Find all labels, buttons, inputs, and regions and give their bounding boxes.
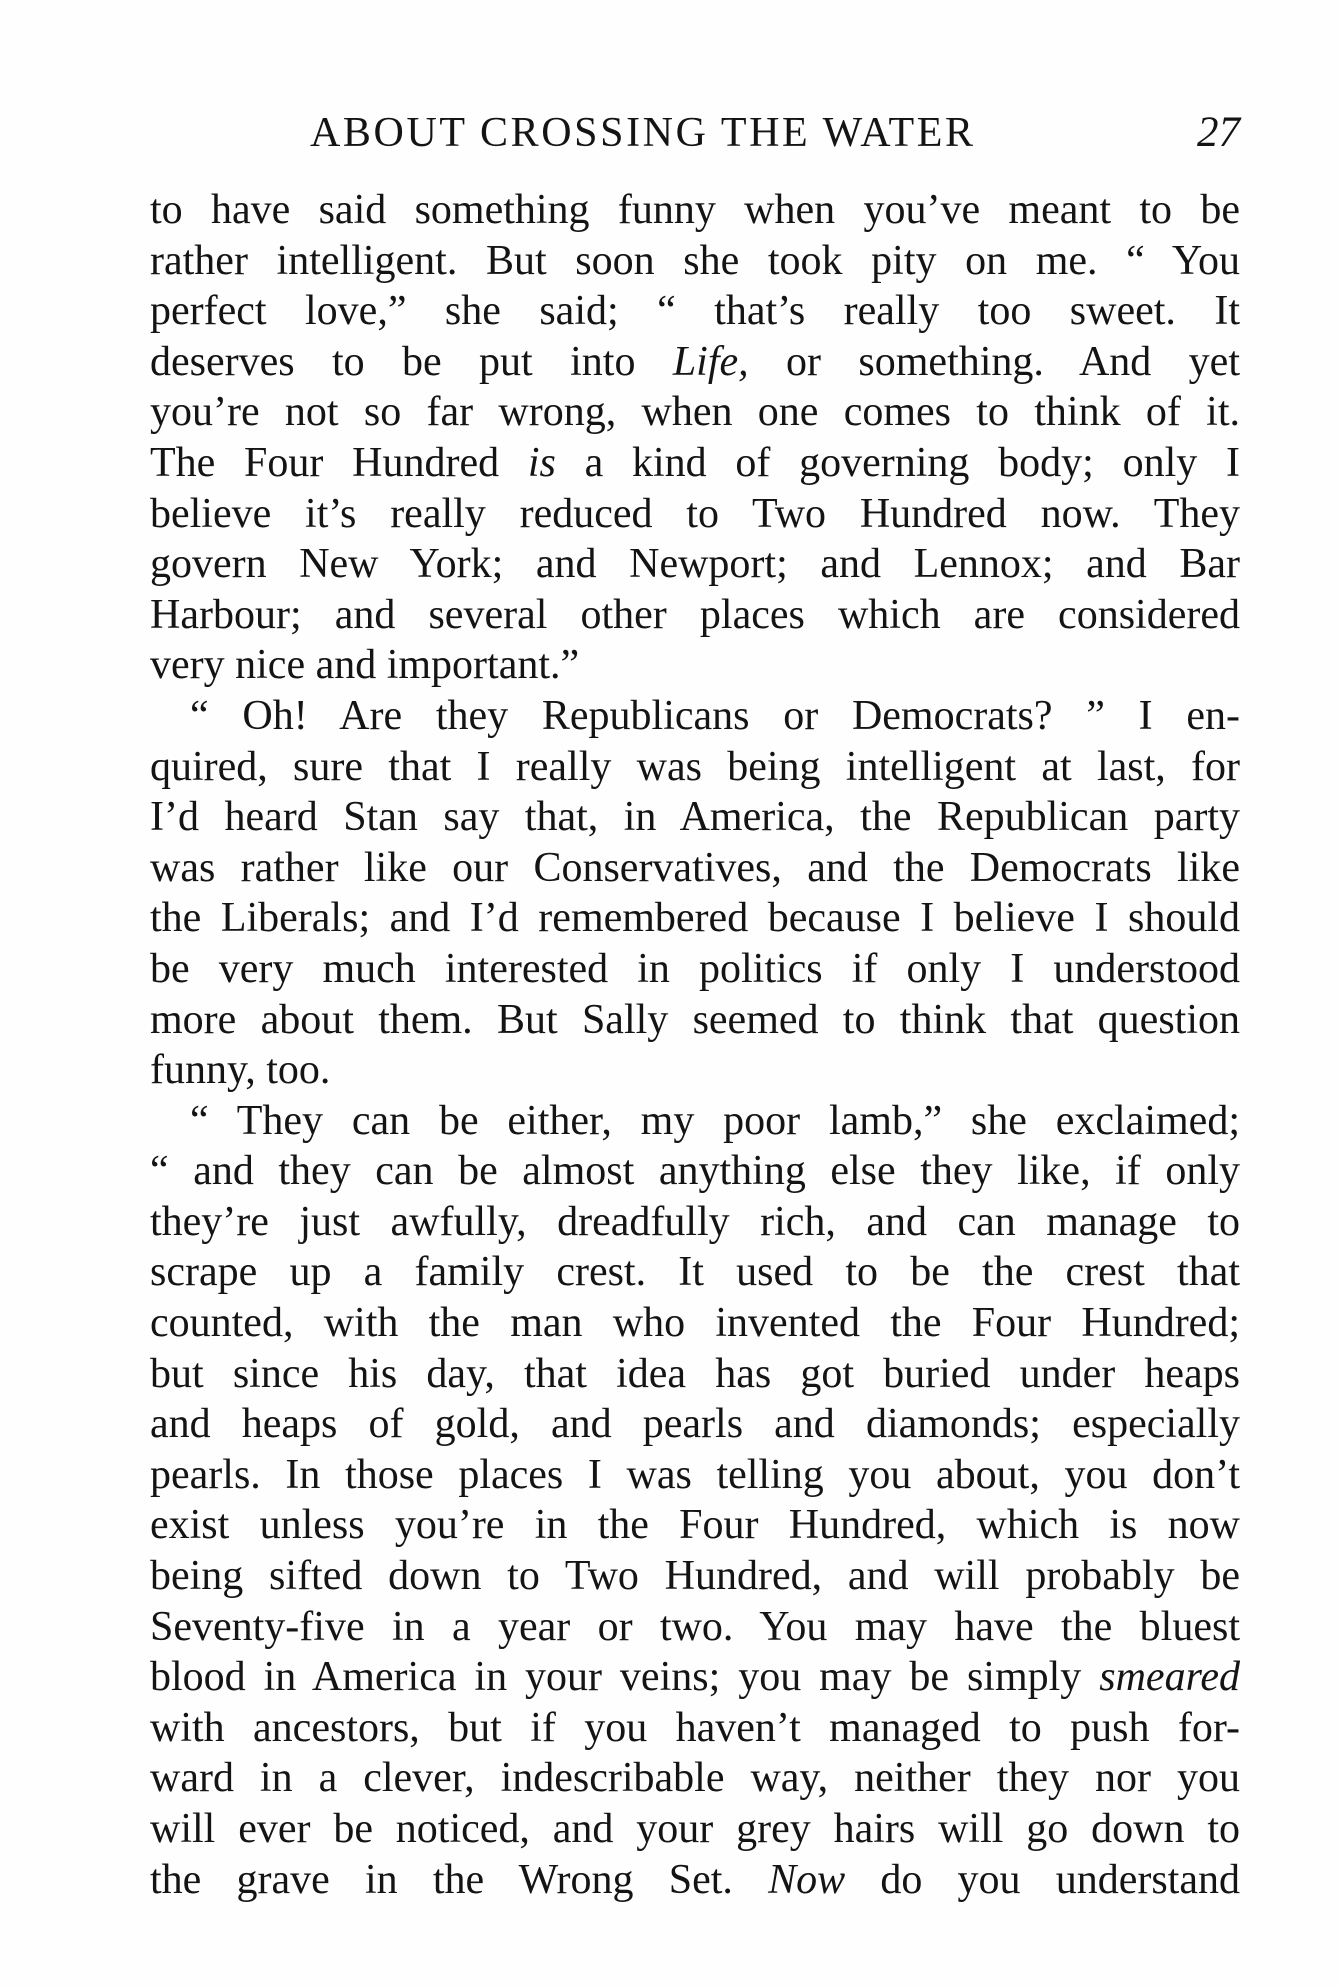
- italic-text: is: [527, 439, 556, 486]
- text-line: [150, 1652, 1240, 1703]
- text-segment: a kind of governing body; only I: [555, 439, 1240, 486]
- text-segment: The Four Hundred: [150, 439, 528, 486]
- italic-text: smeared: [1099, 1654, 1240, 1701]
- italic-text: Life,: [672, 338, 749, 385]
- text-line: [150, 1399, 1240, 1450]
- text-line: [150, 1045, 1240, 1096]
- text-segment: exist unless you’re in the Four Hundred, which is now: [150, 1502, 1240, 1549]
- text-segment: “ Oh! Are they Republicans or Democrats? ” I en-: [190, 692, 1240, 739]
- text-line: [150, 1753, 1240, 1804]
- text-segment: deserves to be put into: [150, 338, 673, 385]
- text-segment: believe it’s really reduced to Two Hundred now. They: [150, 490, 1240, 537]
- text-line: [150, 640, 1240, 691]
- text-segment: ward in a clever, indescribable way, neither they nor you: [150, 1755, 1240, 1802]
- text-line: [150, 438, 1240, 489]
- text-segment: scrape up a family crest. It used to be the crest that: [150, 1249, 1240, 1296]
- text-line: [150, 1602, 1240, 1653]
- text-segment: Seventy-five in a year or two. You may have the bluest: [150, 1603, 1240, 1650]
- text-line: [150, 1703, 1240, 1754]
- text-segment: with ancestors, but if you haven’t managed to push for-: [150, 1704, 1240, 1751]
- text-segment: rather intelligent. But soon she took pity on me. “ You: [150, 237, 1240, 284]
- text-segment: do you understand: [845, 1856, 1240, 1903]
- text-line: [150, 944, 1240, 995]
- text-segment: I’d heard Stan say that, in America, the Republican party: [150, 794, 1240, 841]
- text-segment: perfect love,” she said; “ that’s really too sweet. It: [150, 288, 1240, 335]
- chapter-title: ABOUT CROSSING THE WATER: [310, 110, 976, 156]
- running-head: [150, 103, 1240, 163]
- text-line: [150, 1450, 1240, 1501]
- text-segment: funny, too.: [150, 1047, 331, 1094]
- text-segment: “ and they can be almost anything else they like, if only: [150, 1148, 1240, 1195]
- text-line: [150, 893, 1240, 944]
- text-line: [150, 1500, 1240, 1551]
- text-line: [150, 185, 1240, 236]
- text-line: [150, 742, 1240, 793]
- text-segment: be very much interested in politics if only I understood: [150, 945, 1240, 992]
- text-line: [150, 1855, 1240, 1906]
- text-line: [150, 489, 1240, 540]
- text-segment: you’re not so far wrong, when one comes to think of it.: [150, 389, 1240, 436]
- text-line: [150, 1349, 1240, 1400]
- text-segment: very nice and important.”: [150, 642, 580, 689]
- text-segment: but since his day, that idea has got buried under heaps: [150, 1350, 1240, 1397]
- text-line: [150, 995, 1240, 1046]
- text-line: [150, 691, 1240, 742]
- text-line: [150, 286, 1240, 337]
- text-segment: or something. And yet: [748, 338, 1240, 385]
- page-number: 27: [1197, 109, 1240, 156]
- text-segment: more about them. But Sally seemed to think that question: [150, 996, 1240, 1043]
- text-segment: counted, with the man who invented the Four Hundred;: [150, 1300, 1240, 1347]
- text-line: [150, 236, 1240, 287]
- text-segment: the grave in the Wrong Set.: [150, 1856, 769, 1903]
- text-segment: the Liberals; and I’d remembered because I believe I should: [150, 895, 1240, 942]
- text-line: [150, 1551, 1240, 1602]
- text-segment: being sifted down to Two Hundred, and will probably be: [150, 1553, 1240, 1600]
- text-segment: and heaps of gold, and pearls and diamonds; especially: [150, 1401, 1240, 1448]
- text-line: [150, 387, 1240, 438]
- text-line: [150, 1197, 1240, 1248]
- text-line: [150, 1804, 1240, 1855]
- text-segment: was rather like our Conservatives, and the Democrats like: [150, 844, 1240, 891]
- text-line: [150, 792, 1240, 843]
- text-segment: they’re just awfully, dreadfully rich, and can manage to: [150, 1198, 1240, 1245]
- text-segment: govern New York; and Newport; and Lennox; and Bar: [150, 541, 1240, 588]
- body-text: [150, 185, 1240, 1905]
- text-line: [150, 1146, 1240, 1197]
- text-line: [150, 1096, 1240, 1147]
- text-segment: blood in America in your veins; you may be simply: [150, 1654, 1100, 1701]
- text-segment: “ They can be either, my poor lamb,” she exclaimed;: [190, 1097, 1240, 1144]
- text-line: [150, 590, 1240, 641]
- text-line: [150, 1247, 1240, 1298]
- text-segment: quired, sure that I really was being intelligent at last, for: [150, 743, 1240, 790]
- text-segment: to have said something funny when you’ve meant to be: [150, 187, 1240, 233]
- text-line: [150, 539, 1240, 590]
- text-segment: will ever be noticed, and your grey hairs will go down to: [150, 1806, 1240, 1852]
- text-line: [150, 1298, 1240, 1349]
- text-line: [150, 337, 1240, 388]
- italic-text: Now: [768, 1856, 846, 1903]
- text-line: [150, 843, 1240, 894]
- text-segment: pearls. In those places I was telling you about, you don’t: [150, 1451, 1240, 1498]
- text-segment: Harbour; and several other places which are considered: [150, 591, 1240, 638]
